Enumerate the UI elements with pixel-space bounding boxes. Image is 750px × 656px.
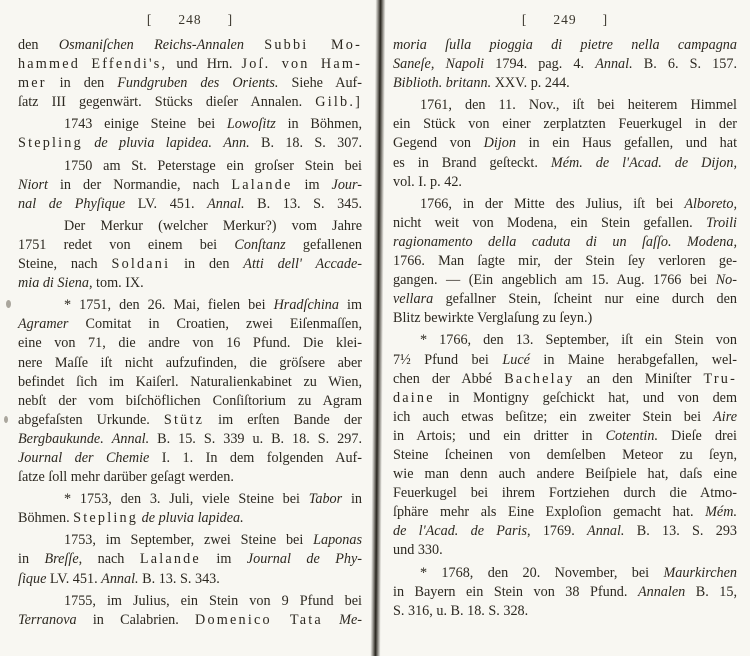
text-segment: im bbox=[292, 176, 332, 193]
text-segment: Böhmen. bbox=[18, 510, 74, 527]
text-line bbox=[393, 522, 737, 541]
text-segment: Annal. bbox=[587, 523, 625, 540]
text-segment: Saneſe bbox=[393, 56, 431, 73]
text-segment: Annal. bbox=[101, 570, 139, 587]
text-segment: Siehe Auf- bbox=[278, 75, 362, 92]
text-line bbox=[18, 217, 362, 236]
text-line bbox=[393, 331, 737, 350]
text-line bbox=[18, 449, 362, 468]
text-segment: B. 18. S. 307. bbox=[249, 135, 363, 152]
text-line bbox=[393, 195, 737, 214]
text-segment bbox=[83, 135, 94, 151]
text-segment: de pluvia lapidea. bbox=[141, 510, 244, 527]
text-line bbox=[393, 446, 737, 465]
text-segment: Napoli bbox=[445, 56, 485, 73]
text-segment: ein Stück von einer zerplatzten Feuerkugel in der bbox=[393, 116, 737, 133]
scan-artifact bbox=[6, 300, 11, 308]
text-segment: moria ſulla pioggia di pietre nella campagna bbox=[393, 37, 737, 53]
text-line bbox=[393, 74, 737, 93]
text-line bbox=[18, 430, 362, 449]
text-segment: Annal. bbox=[207, 195, 245, 212]
text-segment: de l'Acad. de Paris bbox=[393, 523, 528, 540]
text-segment: de pluvia lapidea. bbox=[94, 135, 212, 152]
text-segment: eine von 71, die andre von 16 Pfund. Die klei- bbox=[18, 335, 362, 352]
text-segment: Soldani bbox=[111, 256, 171, 273]
page-number: 249 bbox=[553, 12, 577, 27]
text-line bbox=[393, 115, 737, 134]
page-header-right bbox=[393, 12, 737, 36]
text-line bbox=[393, 233, 737, 252]
text-segment: gangen. — (Ein angeblich am 15. Aug. 1766 bei bbox=[393, 272, 716, 289]
text-segment: Mém. de l'Acad. de Dijon, bbox=[550, 154, 737, 171]
page-header-left bbox=[18, 12, 362, 36]
text-segment: Cotentin. bbox=[605, 427, 659, 444]
text-segment: B. 6. S. 157. bbox=[632, 56, 737, 73]
text-segment: im bbox=[200, 551, 247, 568]
text-segment: , tom. IX. bbox=[88, 275, 144, 292]
bracket-open: [ bbox=[521, 12, 528, 27]
text-segment: Troili bbox=[705, 214, 737, 231]
text-segment: in der Normandie, nach bbox=[47, 176, 232, 193]
text-line bbox=[18, 354, 362, 373]
text-line bbox=[393, 389, 737, 408]
text-segment: Der Merkur (welcher Merkur?) vom Jahre bbox=[64, 217, 362, 234]
text-segment: in bbox=[342, 491, 362, 508]
text-line bbox=[18, 115, 362, 134]
text-segment: Osmaniſchen Reichs-Annalen bbox=[58, 37, 244, 53]
text-line bbox=[18, 373, 362, 392]
text-segment: in bbox=[18, 551, 45, 568]
text-line bbox=[18, 490, 362, 509]
text-segment: Gegend von bbox=[393, 135, 484, 152]
text-segment: 7½ Pfund bei bbox=[393, 351, 503, 368]
scan-artifact bbox=[4, 416, 8, 423]
text-segment: mer bbox=[18, 75, 47, 92]
text-line bbox=[18, 74, 362, 93]
text-segment: an den Miniſter bbox=[574, 370, 704, 387]
text-segment: und 330. bbox=[393, 542, 443, 559]
text-segment: in Maine herabgefallen, wel- bbox=[529, 351, 737, 368]
text-line bbox=[393, 173, 737, 192]
text-segment: nicht weit von Modena, ein Stein gefallen. bbox=[393, 214, 706, 231]
text-segment: B. 13. S. 345. bbox=[244, 195, 362, 212]
text-segment: Ann. bbox=[223, 135, 250, 152]
text-segment: und Hrn. bbox=[167, 56, 242, 73]
page-248 bbox=[18, 12, 362, 630]
text-segment: Hradſchina bbox=[273, 297, 339, 314]
text-segment: Domenico Tata bbox=[195, 611, 323, 628]
text-segment: B. 13. S. 293 bbox=[624, 523, 738, 540]
text-segment: 1794. pag. 4. bbox=[484, 56, 596, 73]
text-segment: Laponas bbox=[313, 532, 362, 549]
text-segment bbox=[104, 431, 112, 447]
text-segment: Blitz bewirkte Verglaſung zu ſeyn.) bbox=[393, 310, 593, 327]
text-line bbox=[18, 509, 362, 528]
text-segment: abgefaſsten Urkunde. bbox=[18, 411, 164, 428]
text-segment: Comitat in Croatien, zwei Eiſenmaſſen, bbox=[68, 316, 362, 333]
text-segment: 1755, im Julius, ein Stein von 9 Pfund bei bbox=[64, 592, 362, 609]
text-segment: Bachelay bbox=[504, 370, 575, 387]
text-segment: daine bbox=[393, 389, 435, 406]
text-segment: es in Brand geſteckt. bbox=[393, 154, 551, 171]
text-line bbox=[18, 334, 362, 353]
text-segment: Steine, nach bbox=[18, 256, 112, 273]
text-segment: Stütz bbox=[163, 411, 205, 428]
bracket-close: ] bbox=[227, 12, 234, 27]
page-body-right bbox=[393, 36, 737, 621]
text-segment: Journal der Chemie bbox=[18, 449, 150, 466]
text-segment: 1750 am St. Peterstage ein groſser Stein bei bbox=[64, 157, 362, 174]
text-segment: Stepling bbox=[73, 510, 139, 527]
text-line bbox=[393, 55, 737, 74]
text-segment: Annal. bbox=[595, 56, 633, 73]
text-segment: den bbox=[18, 37, 59, 53]
text-segment: in ein Haus gefallen, und hat bbox=[515, 135, 738, 152]
text-line bbox=[18, 592, 362, 611]
page-body-left bbox=[18, 36, 362, 630]
text-segment: 1751 redet von einem bei bbox=[18, 236, 235, 253]
text-line bbox=[393, 602, 737, 621]
page-249 bbox=[393, 12, 737, 621]
text-line bbox=[393, 583, 737, 602]
text-line bbox=[393, 252, 737, 271]
text-segment: gefallenen bbox=[285, 236, 362, 253]
text-segment: in Böhmen, bbox=[275, 116, 362, 133]
text-segment: LV. 451. bbox=[46, 570, 102, 587]
text-line bbox=[18, 570, 362, 589]
text-line bbox=[393, 271, 737, 290]
text-segment: No- bbox=[715, 272, 737, 289]
text-line bbox=[18, 176, 362, 195]
text-line bbox=[393, 564, 737, 583]
text-segment: Dieſe drei bbox=[658, 427, 737, 444]
text-line bbox=[393, 503, 737, 522]
text-segment bbox=[323, 612, 339, 628]
text-segment: 1766, in der Mitte des Julius, iſt bei bbox=[420, 195, 685, 212]
text-segment: Breſſe bbox=[44, 551, 79, 568]
text-segment: nebſt der vom biſchöflichen Conſiſtorium zu Agram bbox=[18, 392, 362, 409]
text-line bbox=[18, 55, 362, 74]
text-segment: Stepling bbox=[18, 135, 83, 152]
text-line bbox=[393, 484, 737, 503]
text-segment: * 1768, den 20. November, bei bbox=[420, 564, 664, 581]
text-segment: , nach bbox=[78, 551, 140, 568]
text-segment bbox=[212, 135, 223, 151]
text-segment: Lucé bbox=[502, 351, 530, 368]
text-line bbox=[18, 134, 362, 153]
text-segment: nere Maſſe iſt nicht aufzufinden, die gröſsere aber bbox=[18, 354, 362, 371]
text-line bbox=[18, 550, 362, 569]
text-line bbox=[393, 370, 737, 389]
text-segment: XXV. p. 244. bbox=[491, 75, 570, 92]
text-line bbox=[18, 93, 362, 112]
text-segment: in Artois; und ein dritter in bbox=[393, 427, 606, 444]
text-segment: vol. I. p. 42. bbox=[393, 173, 462, 190]
text-line bbox=[18, 315, 362, 334]
text-segment: Jour- bbox=[331, 176, 362, 193]
text-segment: in Calabrien. bbox=[76, 611, 196, 628]
text-segment: ſique bbox=[18, 570, 47, 587]
text-segment: ragionamento della caduta di un ſaſſo. Modena, bbox=[393, 233, 737, 250]
text-line bbox=[18, 274, 362, 293]
text-segment: I. 1. In dem folgenden Auf- bbox=[149, 449, 362, 466]
text-line bbox=[393, 36, 737, 55]
text-segment: Subbi Mo- bbox=[264, 37, 363, 53]
text-segment: * 1751, den 26. Mai, fielen bei bbox=[64, 297, 274, 314]
text-segment: Journal de Phy- bbox=[246, 551, 362, 568]
text-segment: 1753, im September, zwei Steine bei bbox=[64, 532, 314, 549]
text-line bbox=[393, 309, 737, 328]
text-line bbox=[393, 290, 737, 309]
text-segment: Biblioth. britann. bbox=[393, 75, 492, 92]
text-segment: * 1753, den 3. Juli, viele Steine bei bbox=[64, 491, 309, 508]
text-line bbox=[18, 236, 362, 255]
text-segment: ſatz III gegenwärt. Stücks dieſer Annalen. bbox=[18, 94, 316, 111]
text-segment: mia di Siena bbox=[18, 275, 89, 292]
text-segment: Feuerkugel bei ihrem Fortziehen durch die Atmo- bbox=[393, 485, 737, 502]
text-line bbox=[393, 408, 737, 427]
text-line bbox=[393, 541, 737, 560]
text-segment: Agramer bbox=[18, 316, 69, 333]
text-segment: * 1766, den 13. September, iſt ein Stein von bbox=[420, 332, 737, 349]
text-segment: , 1769. bbox=[527, 523, 588, 540]
text-segment: S. 316, u. B. 18. S. 328. bbox=[393, 602, 529, 619]
text-segment: Steine ſcheinen von demſelben Meteor zu ſeyn, bbox=[393, 446, 737, 463]
page-number: 248 bbox=[178, 12, 202, 27]
text-line bbox=[393, 351, 737, 370]
text-segment: hammed Effendi's, bbox=[18, 56, 168, 73]
book-gutter-shadow bbox=[370, 0, 385, 656]
text-segment: Terranova bbox=[18, 611, 77, 628]
text-segment: Atti dell' Accade- bbox=[243, 256, 362, 273]
text-line bbox=[18, 195, 362, 214]
text-segment: Mém. bbox=[705, 504, 737, 521]
text-segment: im erſten Bande der bbox=[204, 411, 362, 428]
text-segment: Tabor bbox=[308, 491, 343, 508]
text-segment: ſatze ſoll mehr darüber geſagt werden. bbox=[18, 469, 234, 486]
text-segment: in den bbox=[46, 75, 118, 92]
text-segment: Conſtanz bbox=[234, 236, 286, 253]
text-segment: B. 15, bbox=[685, 583, 737, 600]
text-segment: , bbox=[430, 56, 446, 73]
text-segment: Alboreto, bbox=[684, 195, 737, 212]
text-segment: Lalande bbox=[139, 551, 201, 568]
text-segment: im bbox=[338, 297, 363, 314]
text-segment: Joſ. von Ham- bbox=[241, 56, 362, 73]
text-line bbox=[18, 411, 362, 430]
text-segment: in den bbox=[170, 256, 244, 273]
text-segment: Lalande bbox=[231, 176, 293, 193]
text-line bbox=[393, 134, 737, 153]
text-segment: wie man denn auch andere Beiſpiele hat, daſs eine bbox=[393, 466, 737, 483]
text-line bbox=[393, 427, 737, 446]
text-line bbox=[393, 465, 737, 484]
text-segment: befindet ſich im Kaiſerl. Naturalienkabinet zu Wien, bbox=[18, 373, 362, 390]
text-segment: chen der Abbé bbox=[393, 370, 505, 387]
text-segment: 1743 einige Steine bei bbox=[64, 116, 227, 133]
text-segment: B. 13. S. 343. bbox=[138, 570, 220, 587]
text-line bbox=[18, 392, 362, 411]
bracket-open: [ bbox=[146, 12, 153, 27]
text-segment: Aire bbox=[713, 408, 737, 425]
text-line bbox=[393, 154, 737, 173]
text-segment: vellara bbox=[393, 291, 434, 308]
text-line bbox=[18, 255, 362, 274]
text-segment: Dijon bbox=[483, 135, 516, 152]
text-segment: ſphäre mehr als Eine Exploſion gemacht hat. bbox=[393, 504, 706, 521]
text-segment: Me- bbox=[339, 611, 363, 628]
text-segment: Niort bbox=[18, 176, 48, 193]
text-segment: in Montigny geſchickt hat, und von dem bbox=[434, 389, 737, 406]
text-segment: Maurkirchen bbox=[663, 564, 737, 581]
text-line bbox=[18, 36, 362, 55]
text-segment: Annal. bbox=[111, 430, 150, 447]
text-segment: Gilb.] bbox=[315, 94, 362, 111]
text-line bbox=[18, 468, 362, 487]
text-segment: Lowoſitz bbox=[226, 116, 276, 133]
text-line bbox=[393, 96, 737, 115]
text-segment: in Bayern ein Stein von 38 Pfund. bbox=[393, 583, 638, 600]
text-segment: 1766. Man ſagte mir, der Stein ſey verloren ge- bbox=[393, 253, 737, 270]
text-line bbox=[18, 611, 362, 630]
text-segment: Tru- bbox=[703, 370, 737, 387]
text-segment: B. 15. S. 339 u. B. 18. S. 297. bbox=[149, 430, 362, 447]
text-segment: Annalen bbox=[637, 583, 686, 600]
text-segment: Fundgruben des Orients. bbox=[117, 75, 279, 92]
bracket-close: ] bbox=[602, 12, 609, 27]
text-segment: gefallner Stein, ſcheint nur eine durch den bbox=[433, 291, 737, 308]
text-segment: ich auch etwas beſitze; ein zweiter Stein bei bbox=[393, 408, 714, 425]
text-segment: LV. 451. bbox=[125, 195, 208, 212]
text-segment: Bergbaukunde. bbox=[18, 430, 104, 447]
text-segment: 1761, den 11. Nov., iſt bei heiterem Himmel bbox=[420, 97, 737, 114]
text-segment: nal de Phyſique bbox=[18, 195, 126, 212]
text-line bbox=[18, 531, 362, 550]
text-line bbox=[18, 296, 362, 315]
text-line bbox=[393, 214, 737, 233]
text-line bbox=[18, 157, 362, 176]
text-segment bbox=[244, 37, 264, 53]
